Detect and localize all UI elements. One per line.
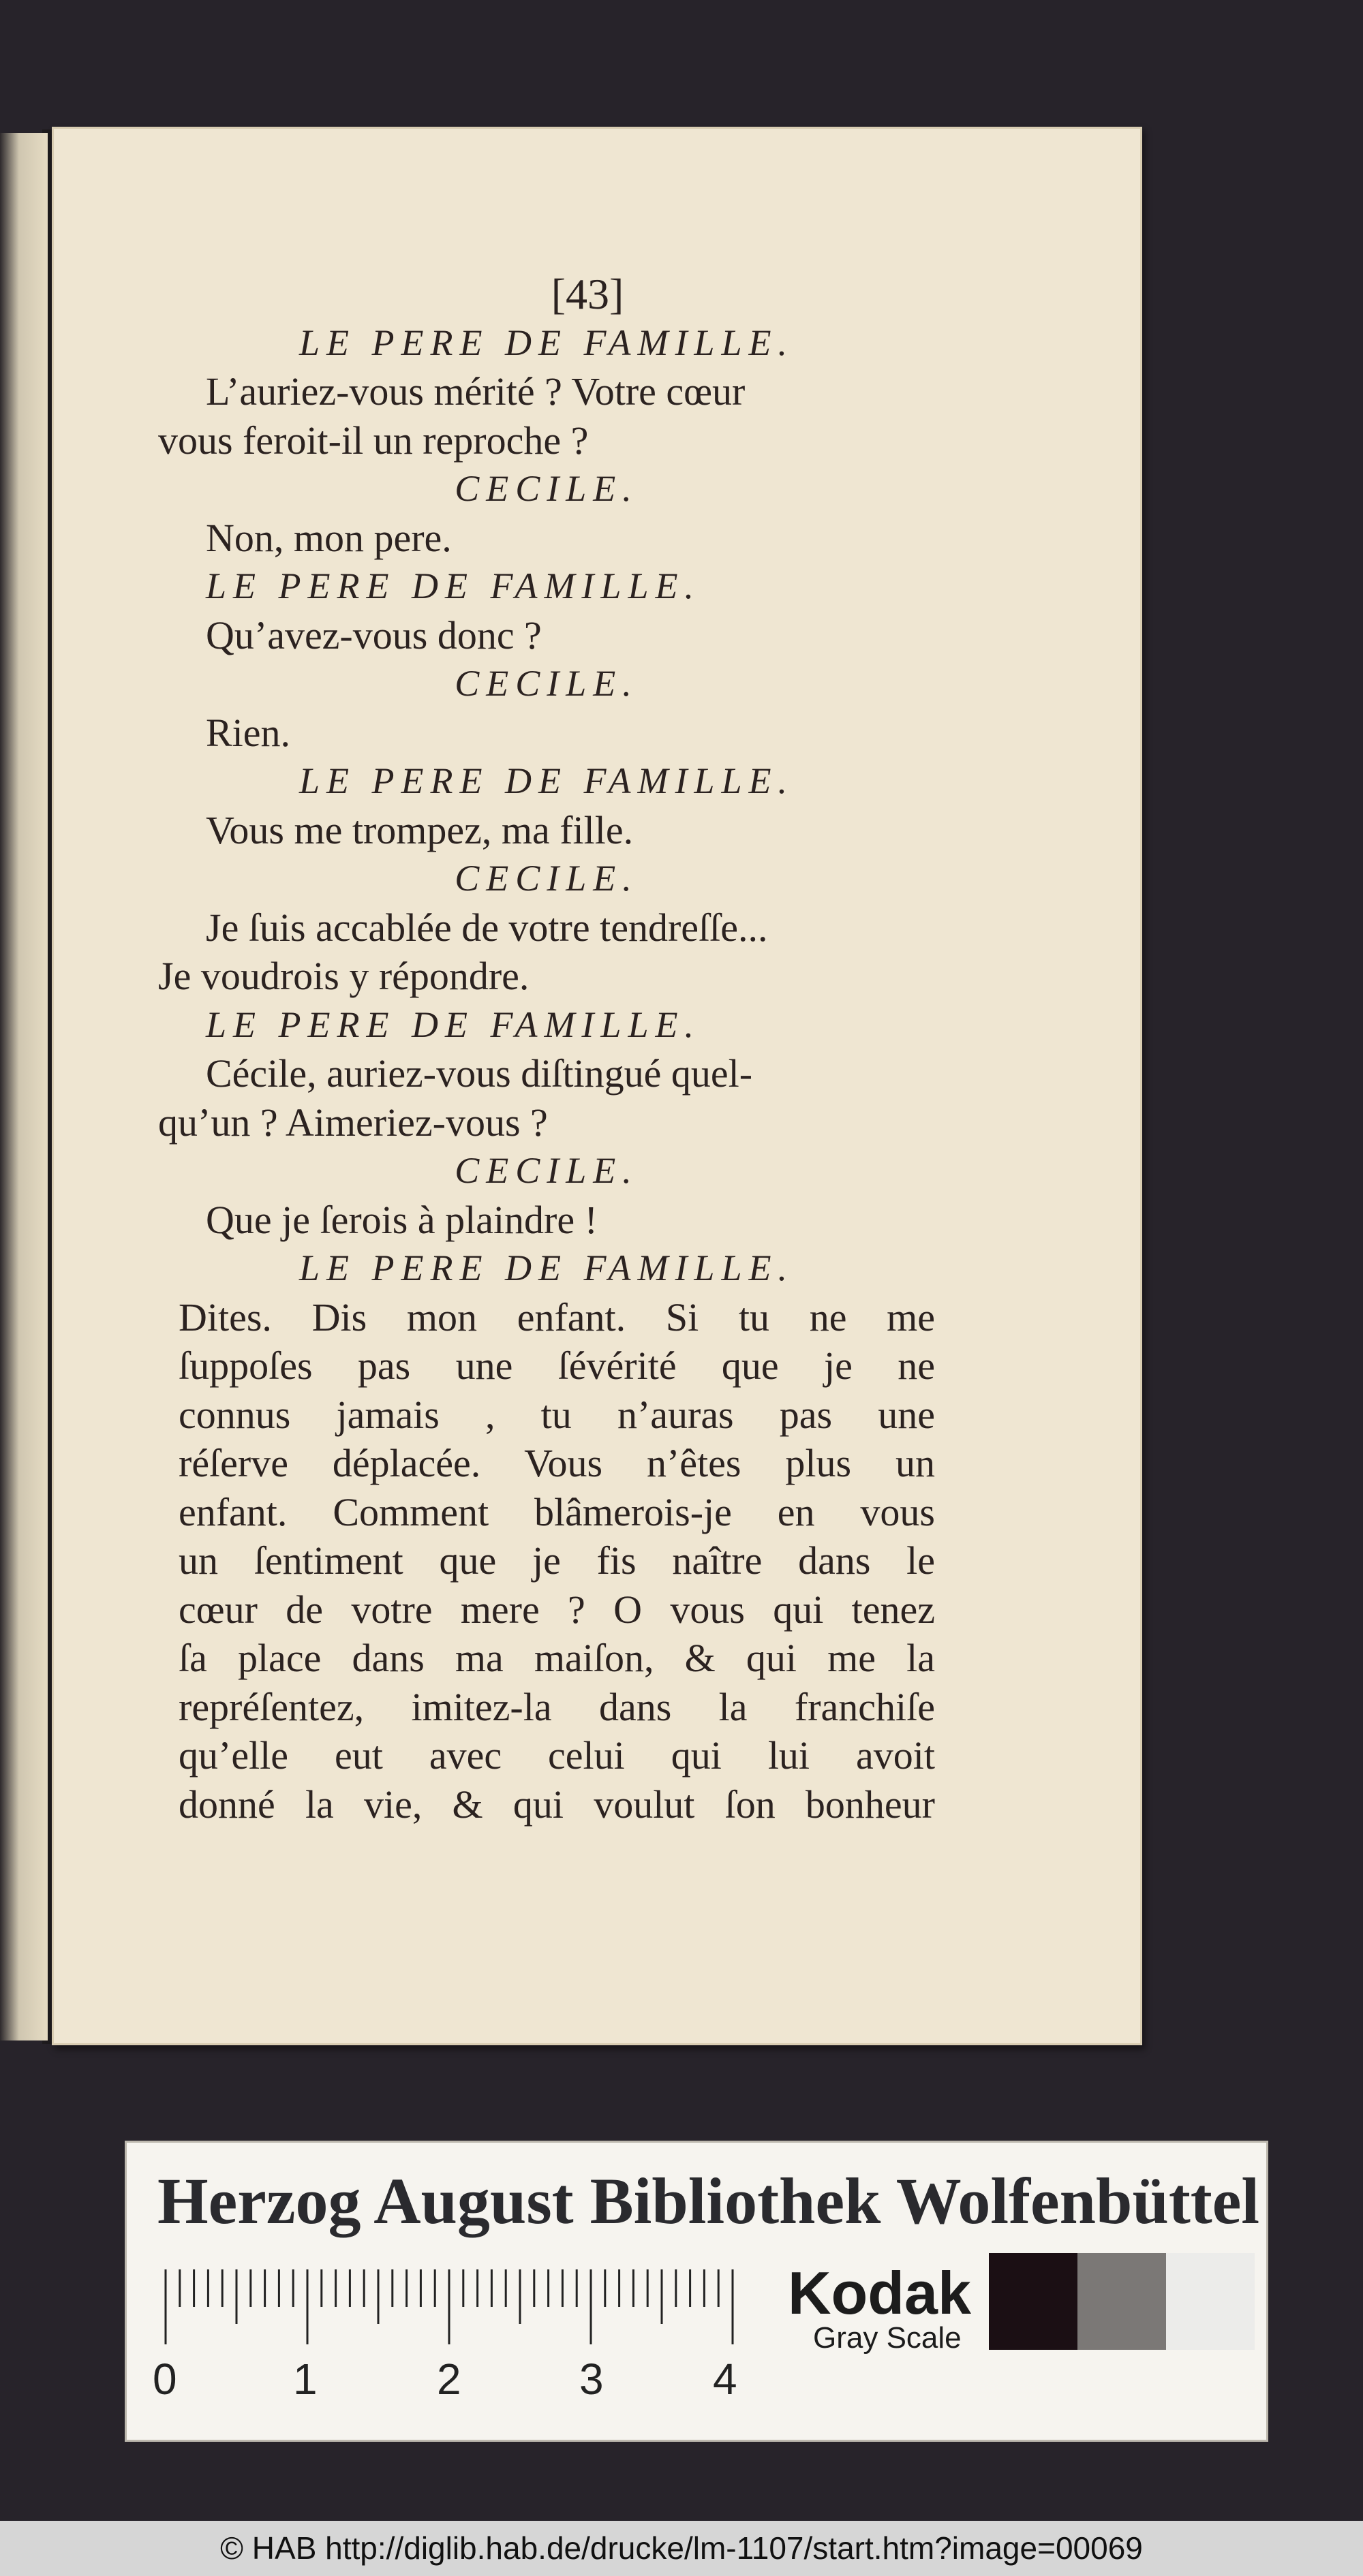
text-line: Que je ſerois à plaindre ! — [206, 1197, 598, 1242]
text-line: Je ſuis accablée de votre tendreſſe... — [206, 905, 768, 950]
text-line: connus jamais , tu n’auras pas une — [179, 1392, 935, 1437]
swatch-gray — [1077, 2253, 1166, 2350]
ruler-number-4: 4 — [713, 2355, 737, 2404]
measurement-ruler — [162, 2269, 741, 2351]
text-line: Non, mon pere. — [206, 515, 452, 560]
text-line: cœur de votre mere ? O vous qui tenez — [179, 1587, 935, 1632]
text-line: Rien. — [206, 710, 291, 755]
text-line: ſuppoſes pas une ſévérité que je ne — [179, 1344, 935, 1388]
text-line: donné la vie, & qui voulut ſon bonheur — [179, 1782, 935, 1827]
text-line: L’auriez-vous mérité ? Votre cœur — [206, 369, 746, 414]
text-line: réſerve déplacée. Vous n’êtes plus un — [179, 1441, 935, 1485]
speaker-heading: LE PERE DE FAMILLE. — [206, 565, 701, 606]
text-line: ſa place dans ma maiſon, & qui me la — [179, 1636, 935, 1680]
text-line: Cécile, auriez-vous diſtingué quel- — [206, 1051, 753, 1096]
swatch-white — [1166, 2253, 1255, 2350]
speaker-heading: LE PERE DE FAMILLE. — [299, 322, 794, 363]
text-line: repréſentez, imitez-la dans la franchiſe — [179, 1684, 935, 1729]
text-line: vous feroit-il un reproche ? — [158, 418, 589, 463]
kodak-logo: Kodak — [788, 2259, 971, 2327]
swatch-black — [989, 2253, 1077, 2350]
book-page — [52, 127, 1142, 2045]
color-calibration-card — [125, 2141, 1268, 2442]
speaker-heading: CECILE. — [455, 858, 639, 899]
ruler-number-1: 1 — [293, 2355, 318, 2404]
text-line: Je voudrois y répondre. — [158, 954, 530, 998]
speaker-heading: LE PERE DE FAMILLE. — [299, 1247, 794, 1288]
text-line: enfant. Comment blâmerois-je en vous — [179, 1489, 935, 1534]
ruler-number-0: 0 — [153, 2355, 177, 2404]
speaker-heading: CECILE. — [455, 663, 639, 704]
speaker-heading: LE PERE DE FAMILLE. — [206, 1004, 701, 1045]
ruler-number-2: 2 — [437, 2355, 461, 2404]
library-name: Herzog August Bibliothek Wolfenbüttel — [157, 2164, 1260, 2237]
text-line: Qu’avez-vous donc ? — [206, 612, 542, 657]
facing-page-edge — [0, 133, 48, 2040]
speaker-heading: CECILE. — [455, 1150, 639, 1191]
ruler-number-3: 3 — [579, 2355, 604, 2404]
speaker-heading: CECILE. — [455, 468, 639, 509]
text-line: Vous me trompez, ma fille. — [206, 807, 634, 852]
gray-scale-label: Gray Scale — [813, 2321, 962, 2355]
text-line: qu’elle eut avec celui qui lui avoit — [179, 1733, 935, 1778]
speaker-heading: LE PERE DE FAMILLE. — [299, 760, 794, 801]
text-line: qu’un ? Aimeriez-vous ? — [158, 1100, 548, 1145]
page-number: [43] — [551, 270, 624, 318]
copyright-footer: © HAB http://diglib.hab.de/drucke/lm-1107/start.htm?image=00069 — [0, 2521, 1363, 2576]
page-text — [158, 270, 935, 1829]
text-line: un ſentiment que je fis naître dans le — [179, 1538, 935, 1583]
text-line: Dites. Dis mon enfant. Si tu ne me — [179, 1294, 935, 1339]
text-lines — [158, 319, 935, 1829]
